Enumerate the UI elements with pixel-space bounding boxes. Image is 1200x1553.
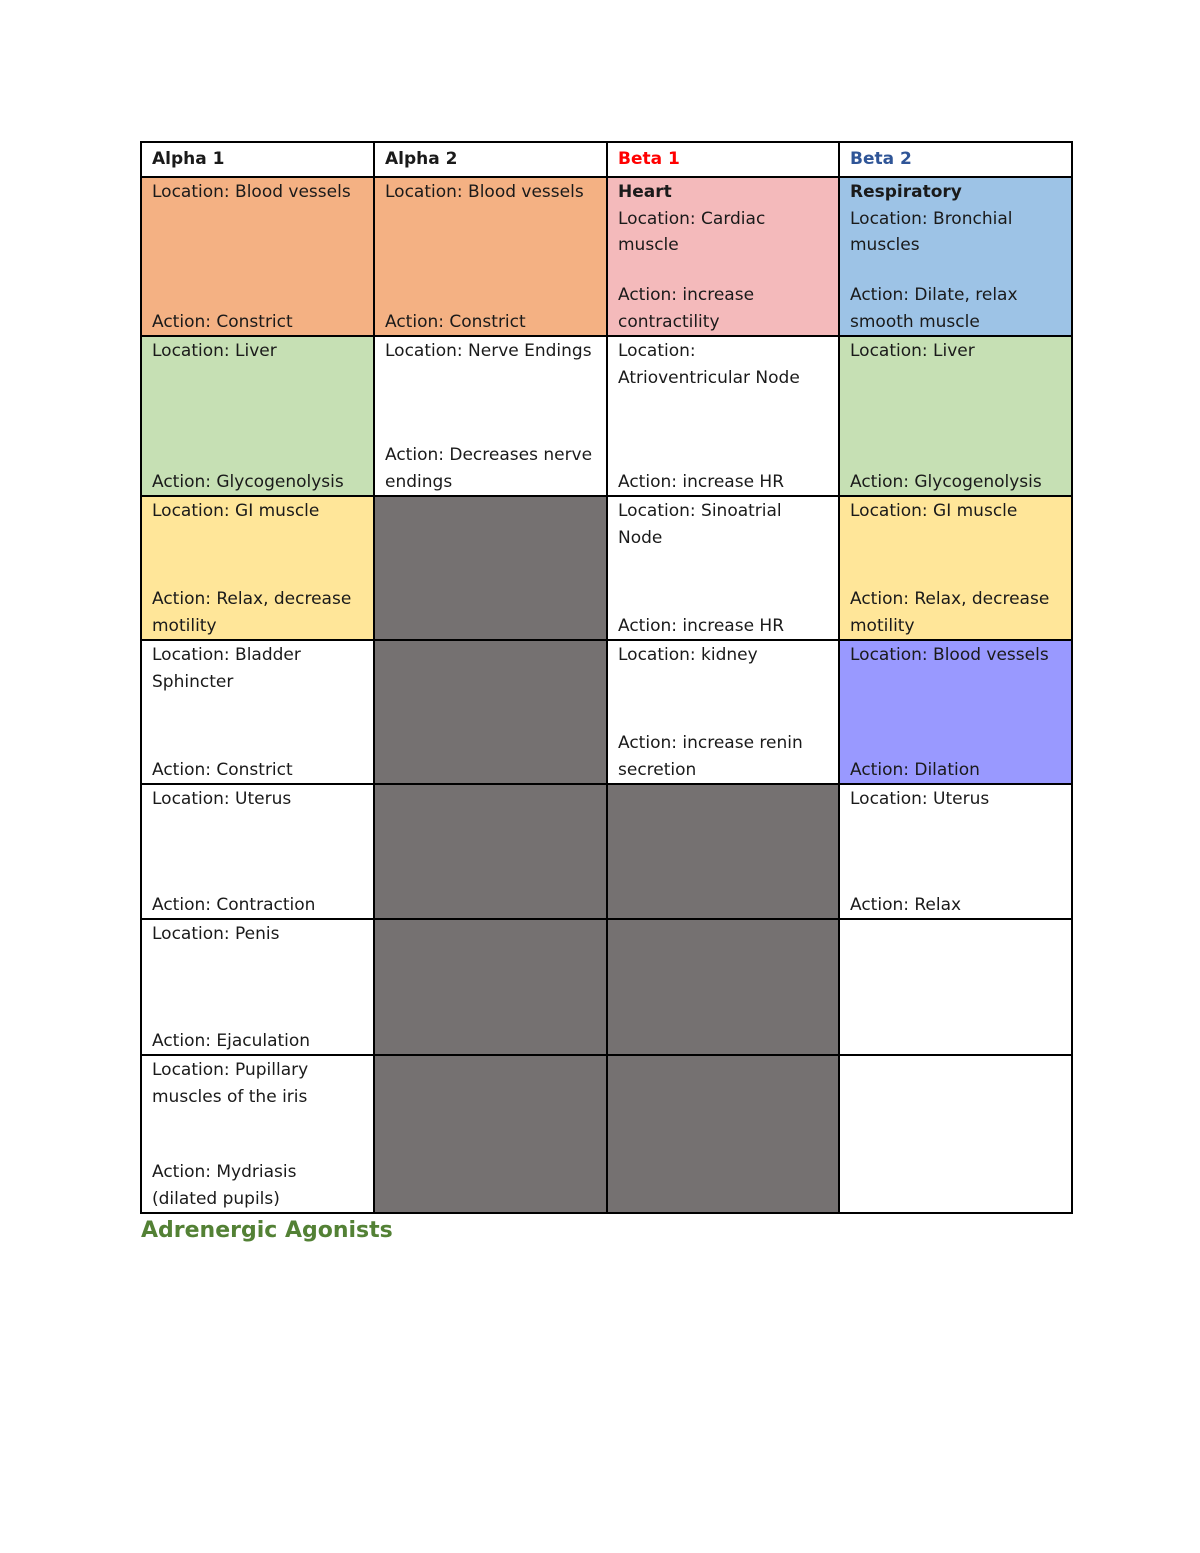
action-text: Action: Relax, decrease motility [152,589,352,636]
header-alpha2: Alpha 2 [375,143,608,178]
cell-r7-beta1 [608,1056,840,1214]
cell-r7-alpha2 [375,1056,608,1214]
action-text: Action: increase HR [618,615,785,636]
cell-r2-beta2 [840,337,1073,497]
cell-r1-alpha1 [142,178,375,337]
cell-r2-beta1 [608,337,840,497]
location-text: Location: GI muscle [850,501,1018,521]
action-text: Action: Decreases nerve endings [385,445,593,492]
location-text: Location: Blood vessels [850,645,1049,665]
cell-r2-alpha1 [142,337,375,497]
header-beta2: Beta 2 [840,143,1073,178]
header-alpha1: Alpha 1 [142,143,375,178]
cell-r3-beta2 [840,497,1073,641]
cell-r4-beta2 [840,641,1073,785]
action-text: Action: Relax, decrease motility [850,589,1050,636]
cell-r3-alpha1 [142,497,375,641]
location-text: Location: kidney [618,645,758,665]
location-text: Location: Pupillary muscles of the iris [152,1060,309,1107]
location-text: Location: Penis [152,924,280,944]
cell-r4-alpha1 [142,641,375,785]
cell-r1-alpha2 [375,178,608,337]
location-text: Location: Liver [152,341,277,361]
cell-r6-beta1 [608,920,840,1056]
cell-r7-beta2 [840,1056,1073,1214]
action-text: Action: Ejaculation [152,1030,311,1051]
location-text: Location: GI muscle [152,501,320,521]
action-text: Action: increase renin secretion [618,733,803,780]
action-text: Action: Constrict [152,759,293,780]
header-beta1: Beta 1 [608,143,840,178]
location-text: Location: Atrioventricular Node [618,341,800,388]
cell-r4-beta1 [608,641,840,785]
cell-r3-alpha2 [375,497,608,641]
action-text: Action: Relax [850,894,962,915]
location-text: Location: Cardiac muscle [618,208,766,255]
cell-heading: Respiratory [850,182,962,202]
receptor-table [140,141,1073,1214]
location-text: Location: Uterus [850,789,990,809]
cell-r6-alpha1 [142,920,375,1056]
location-text: Location: Uterus [152,789,292,809]
cell-r1-beta1 [608,178,840,337]
cell-r2-alpha2 [375,337,608,497]
action-text: Action: Dilate, relax smooth muscle [850,285,1018,332]
cell-r1-beta2 [840,178,1073,337]
cell-r3-beta1 [608,497,840,641]
action-text: Action: increase contractility [618,285,755,332]
action-text: Action: Glycogenolysis [152,471,344,492]
location-text: Location: Sinoatrial Node [618,501,782,548]
cell-r5-alpha2 [375,785,608,920]
cell-heading: Heart [618,182,672,202]
document-title: Adrenergic Agonists [141,1218,393,1243]
action-text: Action: increase HR [618,471,785,492]
action-text: Action: Constrict [152,311,293,332]
cell-r6-alpha2 [375,920,608,1056]
action-text: Action: Contraction [152,894,316,915]
cell-r5-beta2 [840,785,1073,920]
location-text: Location: Liver [850,341,975,361]
action-text: Action: Mydriasis (dilated pupils) [152,1162,297,1209]
cell-r7-alpha1 [142,1056,375,1214]
location-text: Location: Bladder Sphincter [152,645,301,692]
cell-r5-beta1 [608,785,840,920]
location-text: Location: Bronchial muscles [850,208,1013,255]
location-text: Location: Nerve Endings [385,341,592,361]
cell-r5-alpha1 [142,785,375,920]
action-text: Action: Constrict [385,311,526,332]
location-text: Location: Blood vessels [152,182,351,202]
location-text: Location: Blood vessels [385,182,584,202]
action-text: Action: Dilation [850,759,980,780]
cell-r6-beta2 [840,920,1073,1056]
cell-r4-alpha2 [375,641,608,785]
action-text: Action: Glycogenolysis [850,471,1042,492]
